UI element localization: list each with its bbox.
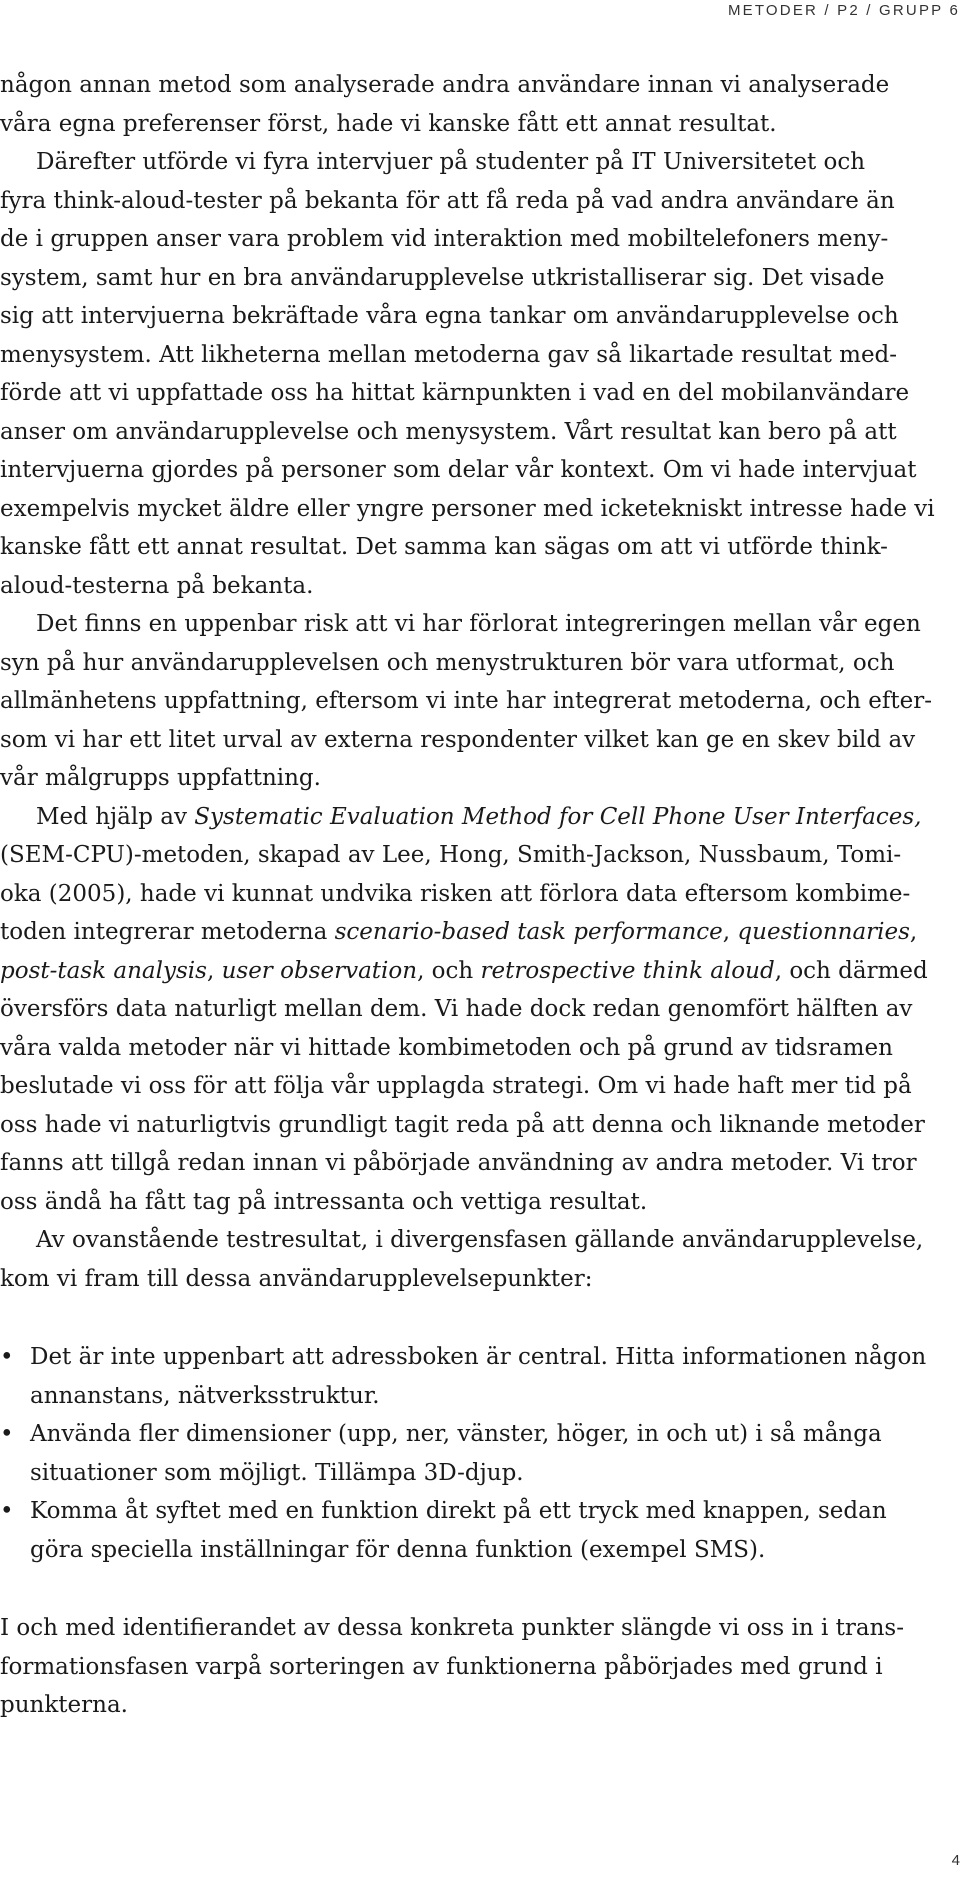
text-line: översförs data naturligt mellan dem. Vi hade dock redan genomfört hälften av <box>0 996 913 1022</box>
text-line <box>0 798 958 837</box>
italic-run: user observation <box>221 957 418 984</box>
paragraph-interviews <box>0 143 958 605</box>
italic-run: post-task analysis <box>0 957 207 984</box>
text-line: förde att vi uppfattade oss ha hittat kärnpunkten i vad en del mobilanvändare <box>0 380 910 406</box>
list-item <box>0 1338 958 1415</box>
text-line: Det är inte uppenbart att adressboken är central. Hitta informationen någon <box>30 1344 927 1370</box>
text-line: anser om användarupplevelse och menysystem. Vårt resultat kan bero på att <box>0 418 897 445</box>
paragraph-sem-cpu <box>0 798 958 1222</box>
text-line: Använda fler dimensioner (upp, ner, vänster, höger, in och ut) i så många <box>30 1421 882 1447</box>
text-line: de i gruppen anser vara problem vid interaktion med mobiltelefoners meny- <box>0 226 889 252</box>
text-line: I och med identifierandet av dessa konkreta punkter slängde vi oss in i trans- <box>0 1615 904 1641</box>
paragraph-continuation <box>0 66 958 143</box>
text-line: situationer som möjligt. Tillämpa 3D-djup. <box>30 1459 524 1486</box>
italic-run: questionnaries <box>737 919 910 945</box>
bullet-icon: • <box>0 1498 14 1524</box>
text-line: Komma åt syftet med en funktion direkt på ett tryck med knappen, sedan <box>30 1498 887 1524</box>
spacer <box>0 1569 958 1609</box>
paragraph-risk <box>0 605 958 798</box>
text-line <box>0 913 958 952</box>
text-line: punkterna. <box>0 1692 128 1718</box>
text-run: , och därmed <box>774 957 928 984</box>
italic-run: scenario-based task performance <box>334 919 723 945</box>
text-line: våra egna preferenser först, hade vi kanske fått ett annat resultat. <box>0 110 777 137</box>
text-run: , <box>722 919 738 945</box>
text-line: aloud-testerna på bekanta. <box>0 572 314 599</box>
body-text <box>0 66 958 1725</box>
text-line: allmänhetens uppfattning, eftersom vi inte har integrerat metoderna, och efter- <box>0 688 933 714</box>
text-run: , och <box>417 957 481 984</box>
text-line: oss ändå ha fått tag på intressanta och vettiga resultat. <box>0 1188 648 1215</box>
page-number: 4 <box>951 1852 960 1869</box>
text-run: toden integrerar metoderna <box>0 919 335 945</box>
text-line: vår målgrupps uppfattning. <box>0 765 321 791</box>
text-line: exempelvis mycket äldre eller yngre personer med icketekniskt intresse hade vi <box>0 495 935 522</box>
text-run: , <box>206 957 222 984</box>
text-line: oss hade vi naturligtvis grundligt tagit reda på att denna och liknande metoder <box>0 1111 925 1138</box>
text-line: oka (2005), hade vi kunnat undvika risken att förlora data eftersom kombime- <box>0 880 911 907</box>
text-line: annanstans, nätverksstruktur. <box>30 1382 380 1409</box>
text-line: Av ovanstående testresultat, i divergensfasen gällande användarupplevelse, <box>36 1227 924 1253</box>
paragraph-summary-intro <box>0 1221 958 1298</box>
text-line: intervjuerna gjordes på personer som delar vår kontext. Om vi hade intervjuat <box>0 457 917 483</box>
text-line: våra valda metoder när vi hittade kombimetoden och på grund av tidsramen <box>0 1034 893 1061</box>
text-line: sig att intervjuerna bekräftade våra egna tankar om användarupplevelse och <box>0 303 899 329</box>
running-header: METODER / P2 / GRUPP 6 <box>727 2 960 19</box>
text-line: system, samt hur en bra användarupplevelse utkristalliserar sig. Det visade <box>0 264 885 291</box>
text-line: kom vi fram till dessa användarupplevelsepunkter: <box>0 1265 593 1292</box>
text-line: Därefter utförde vi fyra intervjuer på studenter på IT Universitetet och <box>36 149 866 175</box>
spacer <box>0 1298 958 1338</box>
text-line: fanns att tillgå redan innan vi påbörjade användning av andra metoder. Vi tror <box>0 1150 917 1176</box>
text-line: menysystem. Att likheterna mellan metoderna gav så likartade resultat med- <box>0 341 898 368</box>
text-line: Det finns en uppenbar risk att vi har förlorat integreringen mellan vår egen <box>36 611 921 637</box>
text-line: göra speciella inställningar för denna funktion (exempel SMS). <box>30 1536 766 1563</box>
text-line <box>0 952 958 991</box>
text-line: någon annan metod som analyserade andra användare innan vi analyserade <box>0 72 890 98</box>
text-line: kanske fått ett annat resultat. Det samma kan sägas om att vi utförde think- <box>0 534 888 560</box>
text-run: Med hjälp av <box>36 803 195 830</box>
text-line: formationsfasen varpå sorteringen av funktionerna påbörjades med grund i <box>0 1653 883 1680</box>
paragraph-closing <box>0 1609 958 1725</box>
text-line: syn på hur användarupplevelsen och menystrukturen bör vara utformat, och <box>0 649 895 676</box>
text-line: (SEM-CPU)-metoden, skapad av Lee, Hong, Smith-Jackson, Nussbaum, Tomi- <box>0 842 902 868</box>
list-item <box>0 1492 958 1569</box>
text-line: fyra think-aloud-tester på bekanta för att få reda på vad andra användare än <box>0 187 895 214</box>
text-line: beslutade vi oss för att följa vår upplagda strategi. Om vi hade haft mer tid på <box>0 1073 912 1099</box>
list-item <box>0 1415 958 1492</box>
bullet-icon: • <box>0 1344 14 1370</box>
italic-run: Systematic Evaluation Method for Cell Phone User Interfaces, <box>194 803 922 830</box>
text-line: som vi har ett litet urval av externa respondenter vilket kan ge en skev bild av <box>0 726 916 753</box>
bullet-icon: • <box>0 1421 14 1447</box>
text-run: , <box>909 919 918 945</box>
italic-run: retrospective think aloud <box>480 957 775 984</box>
bullet-list <box>0 1338 958 1569</box>
